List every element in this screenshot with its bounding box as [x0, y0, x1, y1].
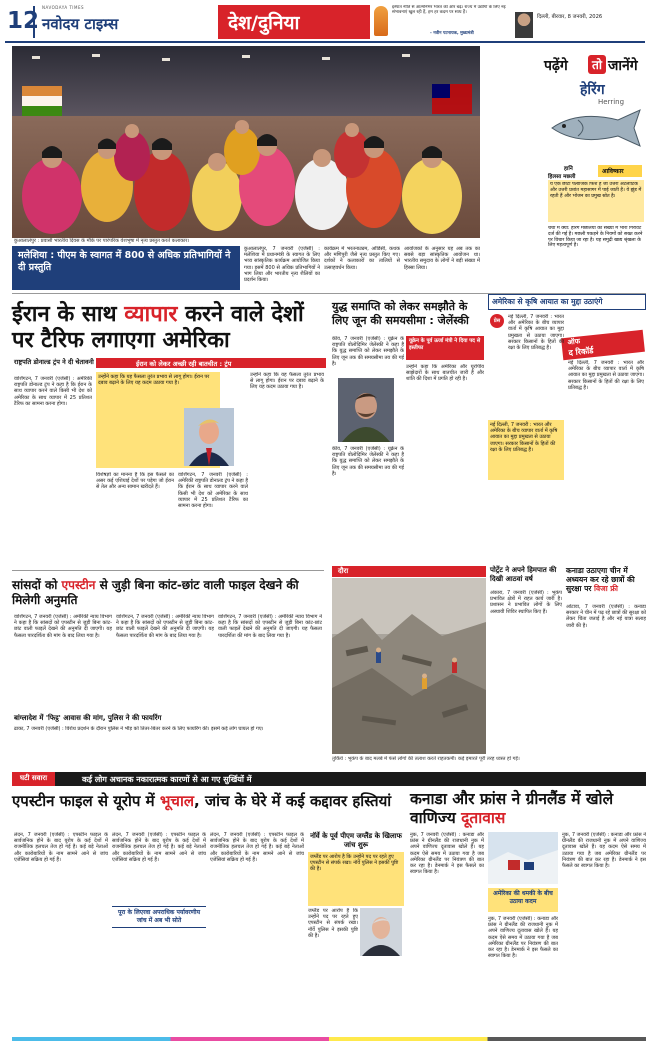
- label-hani: हानि: [564, 166, 573, 172]
- herring-panel: [486, 46, 646, 286]
- epstein2-body-c: लंदन, 7 जनवरी (एजेंसी) : एपस्टीन फाइल के सार्वजनिक होने के बाद यूरोप के कई देशों में राजनीतिक हलचल तेज हो गई है। कई बड़े नेताओं और कारोबारियों के नाम सामने आने से जांच एजेंसियां सक्रिय हो गई हैं।: [210, 832, 304, 863]
- epstein1-body-c: वाशिंगटन, 7 जनवरी (एजेंसी) : अमेरिकी न्याय विभाग ने कहा है कि सांसदों को एपस्टीन से जुड़ी बिना कांट-छांट वाली फाइलें देखने की अनुमति दी जाएगी। यह फैसला पारदर्शिता की मांग के बाद लिया गया है।: [218, 614, 322, 639]
- page-number-box: [5, 6, 40, 38]
- section-tab: [218, 5, 370, 39]
- edition-tag: NAVODAYA TIMES: [42, 5, 85, 10]
- paper-name: नवोदय टाइम्स: [42, 15, 119, 33]
- rubble-image: [332, 578, 486, 754]
- iran-headline-accent: व्यापार: [124, 302, 178, 327]
- lead-headline: मलेशिया : पीएम के स्वागत में 800 से अधिक प्रतिभागियों ने दी प्रस्तुति: [18, 250, 231, 273]
- canada-highlight: अमेरिका की धमकी के बीच उठाया कदम: [488, 888, 558, 912]
- afghan-body-1: नई दिल्ली, 7 जनवरी : भारत और अमेरिका के बीच व्यापार वार्ता में कृषि आयात का मुद्दा प्रमुखता से उठाया जाएगा। सरकार किसानों के हितों की रक्षा के लिए प्रतिबद्ध है।: [508, 314, 564, 352]
- section-title: देश/दुनिया: [228, 12, 300, 34]
- afghan-headline: अमेरिका से कृषि आयात का मुद्दा उठाएंगे: [492, 297, 603, 306]
- epstein1-body-b: वाशिंगटन, 7 जनवरी (एजेंसी) : अमेरिकी न्याय विभाग ने कहा है कि सांसदों को एपस्टीन से जुड़ी बिना कांट-छांट वाली फाइलें देखने की अनुमति दी जाएगी। यह फैसला पारदर्शिता की मांग के बाद लिया गया है।: [116, 614, 214, 639]
- herring-title-en: Herring: [598, 98, 625, 106]
- disaster-caption: तुर्किये : भूकंप के बाद मलबे में फंसे लोगों की तलाश करते राहतकर्मी। कई इमारतें पूरी तरह ध्वस्त हो गईं।: [332, 756, 520, 762]
- label-avishkar-text: आविष्कार: [602, 168, 624, 175]
- jagland-portrait: [360, 908, 402, 956]
- herring-para-2: चर्चा में क्यों: हेरिंग मछलियों की संख्या में भारी गिरावट दर्ज की गई है। मछली पकड़ने के नियमों को सख्त करने पर विचार किया जा रहा है। यह समुद्री खाद्य श्रृंखला के लिए महत्वपूर्ण है।: [548, 226, 643, 249]
- iran-body-1: वाशिंगटन, 7 जनवरी (एजेंसी) : अमेरिकी राष्ट्रपति डोनाल्ड ट्रंप ने कहा है कि ईरान के साथ व्यापार करने वाले किसी भी देश को अमेरिका के साथ व्यापार में 25 प्रतिशत टैरिफ का सामना करना होगा।: [14, 376, 92, 407]
- banner-word-2: तो: [588, 55, 606, 74]
- zelensky-portrait: [338, 378, 394, 442]
- jagland-photo: [360, 908, 402, 956]
- page-number: 12: [7, 8, 40, 34]
- war-headline: युद्ध समाप्ति को लेकर समझौते के लिए जून की समयसीमा : जेलेंस्की: [332, 300, 469, 327]
- trump-photo: [184, 408, 234, 466]
- zelensky-photo: [338, 378, 394, 442]
- iran-highlight: उन्होंने कहा कि यह फैसला तुरंत प्रभाव से लागू होगा। ईरान पर दबाव बढ़ाने के लिए यह कदम उठाया गया है।: [96, 372, 220, 468]
- disaster-body-a: अंकारा, 7 जनवरी (एजेंसी) : भूकंप प्रभावित क्षेत्रों में राहत कार्य जारी है। प्रशासन ने प्रभावित लोगों के लिए अस्थायी शिविर स्थापित किए हैं।: [490, 590, 562, 615]
- fish-illustration: [548, 106, 644, 148]
- bangladesh-head: बांग्लादेश में 'फिट्ठ' आवास की मांग, पुलिस ने की फायरिंग: [14, 714, 162, 722]
- epstein2-quote: पूरा के लिएरवा अपराधिक पर्यावरणीय जांच में अब भी सोते: [112, 906, 206, 928]
- afghan-headline-box: [488, 294, 646, 310]
- label-avishkar: [598, 165, 642, 177]
- dance-scene-image: [12, 46, 480, 238]
- iran-sub-box: ईरान को लेकर अच्छी रही बातचीत : ट्रंप: [96, 358, 326, 368]
- off-the-record: ऑफ द रिकॉर्ड: [561, 330, 645, 360]
- trump-portrait: [184, 408, 234, 466]
- iran-headline: ईरान के साथ व्यापार करने वाले देशों पर टैरिफ लगाएगा अमेरिका: [12, 302, 304, 353]
- print-registration-bar: [12, 1037, 646, 1041]
- cm-photo: [515, 12, 533, 38]
- masthead: [0, 0, 650, 44]
- jagland-head: नॉर्वे के पूर्व पीएम जग्लैंड के खिलाफ जांच शुरू: [310, 832, 402, 849]
- canada-body-b: नुक, 7 जनवरी (एजेंसी) : कनाडा और फ्रांस ने ग्रीनलैंड की राजधानी नुक में अपने वाणिज्य दूतावास खोले हैं। यह कदम ऐसे समय में उठाया गया है जब अमेरिका ग्रीनलैंड पर नियंत्रण की बात कर रहा है। डेनमार्क ने इस फैसले का स्वागत किया है।: [488, 916, 558, 960]
- afghan-highlight: नई दिल्ली, 7 जनवरी : भारत और अमेरिका के बीच व्यापार वार्ता में कृषि आयात का मुद्दा प्रमुखता से उठाया जाएगा। सरकार किसानों के हितों की रक्षा के लिए प्रतिबद्ध है।: [488, 420, 564, 480]
- banner-word-1: पढ़ेंगे: [544, 58, 568, 74]
- lead-body-1: कुआलालंपुर, 7 जनवरी (एजेंसी) : मलेशिया में प्रधानमंत्री के स्वागत के लिए भव्य सांस्कृतिक कार्यक्रम आयोजित किया गया। इसमें 800 से अधिक प्रतिभागियों ने भाग लिया और भारतीय नृत्य शैलियों का प्रदर्शन किया।: [244, 246, 320, 284]
- epstein2-accent: भूचाल: [159, 792, 195, 810]
- greenland-image: [488, 832, 558, 884]
- epstein2-headline: एपस्टीन फाइल से यूरोप में भूचाल, जांच के घेरे में कई कद्दावर हस्तियां: [12, 792, 392, 810]
- disaster-photo: [332, 578, 486, 754]
- iran-body-4: वाशिंगटन, 7 जनवरी (एजेंसी) : अमेरिकी राष्ट्रपति डोनाल्ड ट्रंप ने कहा है कि ईरान के साथ व्यापार करने वाले किसी भी देश को अमेरिका के साथ व्यापार में 25 प्रतिशत टैरिफ का सामना करना होगा।: [178, 472, 248, 510]
- bottom-strip: [12, 772, 646, 786]
- lead-body-2: कार्यक्रम में भरतनाट्यम, ओडिसी, कथक और मणिपुरी जैसे नृत्य प्रस्तुत किए गए। दर्शकों ने कलाकारों का तालियों से उत्साहवर्धन किया।: [324, 246, 400, 271]
- war-sub-box: यूक्रेन के पूर्व ऊर्जा मंत्री ने दिया पद से इस्तीफा: [406, 336, 484, 360]
- disaster-strip: दौरा: [332, 566, 486, 577]
- epstein2-body-a: लंदन, 7 जनवरी (एजेंसी) : एपस्टीन फाइल के सार्वजनिक होने के बाद यूरोप के कई देशों में राजनीतिक हलचल तेज हो गई है। कई बड़े नेताओं और कारोबारियों के नाम सामने आने से जांच एजेंसियां सक्रिय हो गई हैं।: [14, 832, 108, 863]
- canada-body-c: नुक, 7 जनवरी (एजेंसी) : कनाडा और फ्रांस ने ग्रीनलैंड की राजधानी नुक में अपने वाणिज्य दूतावास खोले हैं। यह कदम ऐसे समय में उठाया गया है जब अमेरिका ग्रीनलैंड पर नियंत्रण की बात कर रहा है। डेनमार्क ने इस फैसले का स्वागत किया है।: [562, 832, 646, 870]
- masthead-rule: [5, 41, 645, 43]
- herring-para-1: ये एक छोटी पेलाजिक फिश है जो उत्तरी अटलांटिक और उत्तरी प्रशांत महासागर में पाई जाती है। ये झुंड में रहती हैं और भोजन का प्रमुख स्रोत है।: [548, 180, 644, 222]
- jagland-body: जग्लैंड पर आरोप है कि उन्होंने पद पर रहते हुए एपस्टीन से संपर्क रखा। नॉर्वे पुलिस ने इसकी पुष्टि की है।: [308, 908, 358, 939]
- canada-body-a: नुक, 7 जनवरी (एजेंसी) : कनाडा और फ्रांस ने ग्रीनलैंड की राजधानी नुक में अपने वाणिज्य दूतावास खोले हैं। यह कदम ऐसे समय में उठाया गया है जब अमेरिका ग्रीनलैंड पर नियंत्रण की बात कर रहा है। डेनमार्क ने इस फैसले का स्वागत किया है।: [410, 832, 484, 876]
- lead-photo-caption: कुआलालंपुर : प्रवासी भारतीय दिवस के मौके पर पारंपरिक वेशभूषा में नृत्य प्रस्तुत करते कलाकार।: [14, 238, 190, 244]
- epstein1-accent: एपस्टीन: [61, 578, 96, 592]
- dateline: दिल्ली, बीरवार, 8 जनवरी, 2026: [537, 14, 603, 20]
- lead-photo: [12, 46, 480, 238]
- iran-body-5: उन्होंने कहा कि यह फैसला तुरंत प्रभाव से लागू होगा। ईरान पर दबाव बढ़ाने के लिए यह कदम उठाया गया है।: [250, 372, 324, 391]
- canada-headline: कनाडा और फ्रांस ने ग्रीनलैंड में खोले वाणिज्य दूतावास: [410, 790, 614, 827]
- afghan-body-2: नई दिल्ली, 7 जनवरी : भारत और अमेरिका के बीच व्यापार वार्ता में कृषि आयात का मुद्दा प्रमुखता से उठाया जाएगा। सरकार किसानों के हितों की रक्षा के लिए प्रतिबद्ध है।: [568, 360, 644, 391]
- top-quote: इस्पात नीति से आत्मनिर्भर भारत की ओर बढ़ें। राज्य में उद्योगों के लिए नई संभावनाएं खुल रही हैं, हम हर कदम पर साथ हैं।: [392, 5, 506, 16]
- cm-avatar: [374, 6, 388, 36]
- afghan-badge: प्रेस: [490, 314, 504, 328]
- disaster-head-b: कनाडा उठाएगा चीन में अध्ययन कर रहे छात्रों की सुरक्षा पर विजा फ्री: [566, 566, 635, 593]
- bottom-strip-text: कई लोग अचानक नकारात्मक कारणों से आ गए सुर्खियों में: [82, 775, 252, 784]
- banner-word-3: जानेंगे: [608, 58, 638, 74]
- label-hilsa: हिलसा मछली: [548, 174, 576, 180]
- war-body-3: कीव, 7 जनवरी (एजेंसी) : यूक्रेन के राष्ट्रपति वोलोदिमिर जेलेंस्की ने कहा है कि युद्ध समाप्ति को लेकर समझौते के लिए जून तक की समयसीमा तय की गई है।: [332, 446, 404, 477]
- disaster-head-a: पोर्ट्रेट ने अपने हिमपात की दिखी आठवां वर्ष: [490, 566, 557, 583]
- quote-author: - नवीन पटनायक, मुख्यमंत्री: [430, 31, 474, 36]
- jagland-note: जग्लैंड पर आरोप है कि उन्होंने पद पर रहते हुए एपस्टीन से संपर्क रखा। नॉर्वे पुलिस ने इसकी पुष्टि की है।: [308, 852, 404, 906]
- lead-headline-box: [12, 246, 240, 290]
- bangladesh-body: ढाका, 7 जनवरी (एजेंसी) : विरोध प्रदर्शन के दौरान पुलिस ने भीड़ को तितर-बितर करने के लिए फायरिंग की। इसमें कई लोग घायल हो गए।: [14, 726, 264, 732]
- lead-body-3: आयोजकों के अनुसार यह अब तक का सबसे बड़ा सांस्कृतिक आयोजन था। भारतीय समुदाय के लोगों ने बड़ी संख्या में हिस्सा लिया।: [404, 246, 480, 271]
- iran-byline: राष्ट्रपति डोनाल्ड ट्रंप ने दी चेतावनी: [14, 358, 94, 366]
- epstein1-headline: सांसदों को एपस्टीन से जुड़ी बिना कांट-छांट वाली फाइल देखने की मिलेगी अनुमति: [12, 578, 299, 607]
- bottom-strip-tag: घटी सवारा: [12, 772, 55, 786]
- herring-banner: [486, 54, 646, 78]
- canada-accent: दूतावास: [461, 809, 506, 827]
- epstein2-body-b: लंदन, 7 जनवरी (एजेंसी) : एपस्टीन फाइल के सार्वजनिक होने के बाद यूरोप के कई देशों में राजनीतिक हलचल तेज हो गई है। कई बड़े नेताओं और कारोबारियों के नाम सामने आने से जांच एजेंसियां सक्रिय हो गई हैं।: [112, 832, 206, 863]
- war-body-1: कीव, 7 जनवरी (एजेंसी) : यूक्रेन के राष्ट्रपति वोलोदिमिर जेलेंस्की ने कहा है कि युद्ध समाप्ति को लेकर समझौते के लिए जून तक की समयसीमा तय की गई है।: [332, 336, 404, 367]
- war-body-2: उन्होंने कहा कि अमेरिका और यूरोपीय साझेदारों के साथ बातचीत जारी है और शांति की दिशा में प्रगति हो रही है।: [406, 364, 484, 383]
- greenland-photo: [488, 832, 558, 884]
- iran-body-3: विशेषज्ञों का मानना है कि इस फैसले का असर कई एशियाई देशों पर पड़ेगा जो ईरान से तेल और अन्य सामान खरीदते हैं।: [96, 472, 174, 491]
- herring-title: हेरिंग: [580, 82, 605, 98]
- epstein1-body-a: वाशिंगटन, 7 जनवरी (एजेंसी) : अमेरिकी न्याय विभाग ने कहा है कि सांसदों को एपस्टीन से जुड़ी बिना कांट-छांट वाली फाइलें देखने की अनुमति दी जाएगी। यह फैसला पारदर्शिता की मांग के बाद लिया गया है।: [14, 614, 112, 639]
- divider-2: [12, 570, 324, 571]
- disaster-body-b: ओटावा, 7 जनवरी (एजेंसी) : कनाडा सरकार ने चीन में पढ़ रहे छात्रों की सुरक्षा को लेकर चिंता जताई है और नई यात्रा सलाह जारी की है।: [566, 604, 646, 629]
